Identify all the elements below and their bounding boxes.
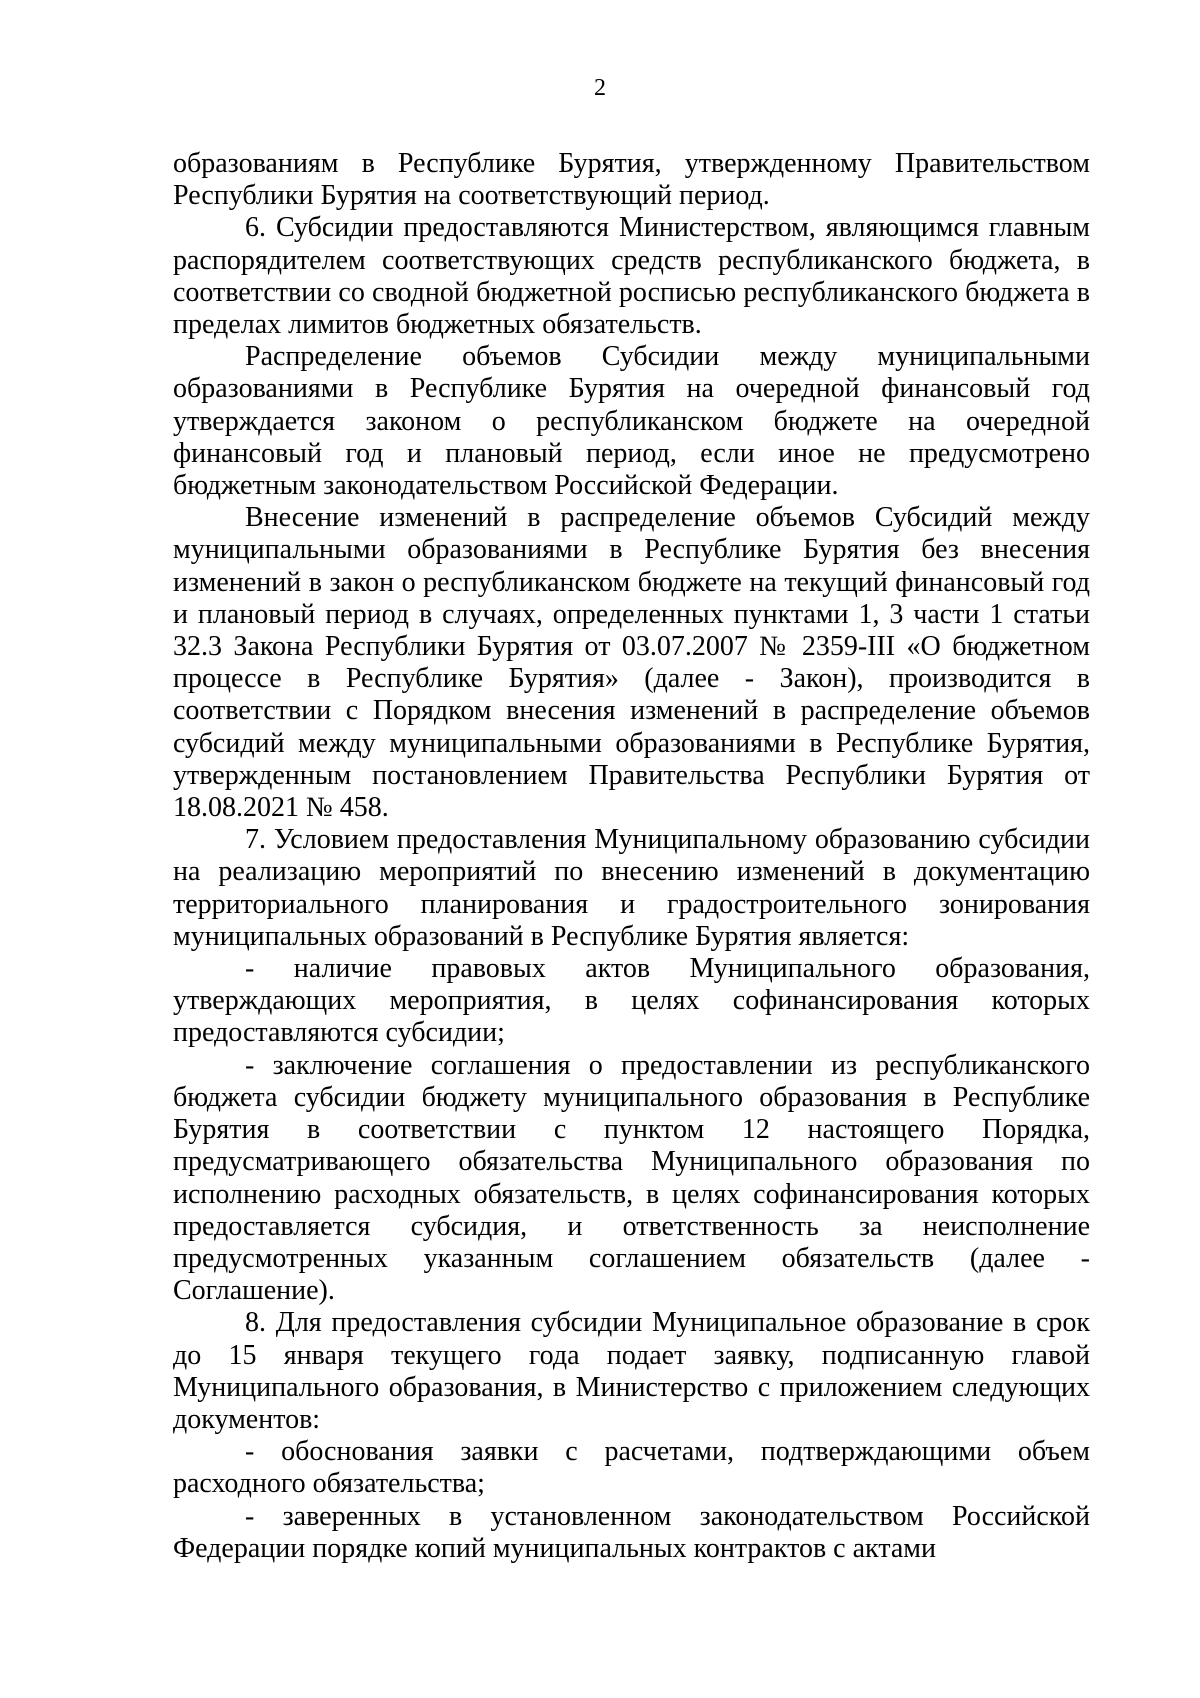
paragraph-clause-8: 8. Для предоставления субсидии Муниципальное образование в срок до 15 января текущего года подает заявку, подписанную главой Муниципального образования, в Министерство с приложением следующих документов:	[173, 1307, 1090, 1435]
paragraph-continuation: образованиям в Республике Бурятия, утвержденному Правительством Республики Бурятия на соответствующий период.	[173, 148, 1090, 212]
list-item-legal-acts: - наличие правовых актов Муниципального образования, утверждающих мероприятия, в целях софинансирования которых предоставляются субсидии;	[173, 953, 1090, 1049]
list-item-justification: - обоснования заявки с расчетами, подтверждающими объем расходного обязательства;	[173, 1436, 1090, 1500]
document-body	[173, 148, 1090, 1565]
page-number: 2	[594, 75, 606, 101]
list-item-contract-copies: - заверенных в установленном законодательством Российской Федерации порядке копий муниципальных контрактов с актами	[173, 1500, 1090, 1564]
paragraph-clause-7: 7. Условием предоставления Муниципальному образованию субсидии на реализацию мероприятий по внесению изменений в документацию территориального планирования и градостроительного зонирования муниципальных образований в Республике Бурятия является:	[173, 824, 1090, 952]
paragraph-distribution: Распределение объемов Субсидии между муниципальными образованиями в Республике Бурятия на очередной финансовый год утверждается законом о республиканском бюджете на очередной финансовый год и плановый период, если иное не предусмотрено бюджетным законодательством Российской Федерации.	[173, 341, 1090, 502]
list-item-agreement: - заключение соглашения о предоставлении из республиканского бюджета субсидии бюджету муниципального образования в Республике Бурятия в соответствии с пунктом 12 настоящего Порядка, предусматривающего обязательства Муниципального образования по исполнению расходных обязательств, в целях софинансирования которых предоставляется субсидия, и ответственность за неисполнение предусмотренных указанным соглашением обязательств (далее - Соглашение).	[173, 1049, 1090, 1307]
paragraph-amendments: Внесение изменений в распределение объемов Субсидий между муниципальными образованиями в Республике Бурятия без внесения изменений в закон о республиканском бюджете на текущий финансовый год и плановый период в случаях, определенных пунктами 1, 3 части 1 статьи 32.3 Закона Республики Бурятия от 03.07.2007 № 2359-III «О бюджетном процессе в Республике Бурятия» (далее - Закон), производится в соответствии с Порядком внесения изменений в распределение объемов субсидий между муниципальными образованиями в Республике Бурятия, утвержденным постановлением Правительства Республики Бурятия от 18.08.2021 № 458.	[173, 502, 1090, 824]
paragraph-clause-6: 6. Субсидии предоставляются Министерством, являющимся главным распорядителем соответствующих средств республиканского бюджета, в соответствии со сводной бюджетной росписью республиканского бюджета в пределах лимитов бюджетных обязательств.	[173, 212, 1090, 341]
